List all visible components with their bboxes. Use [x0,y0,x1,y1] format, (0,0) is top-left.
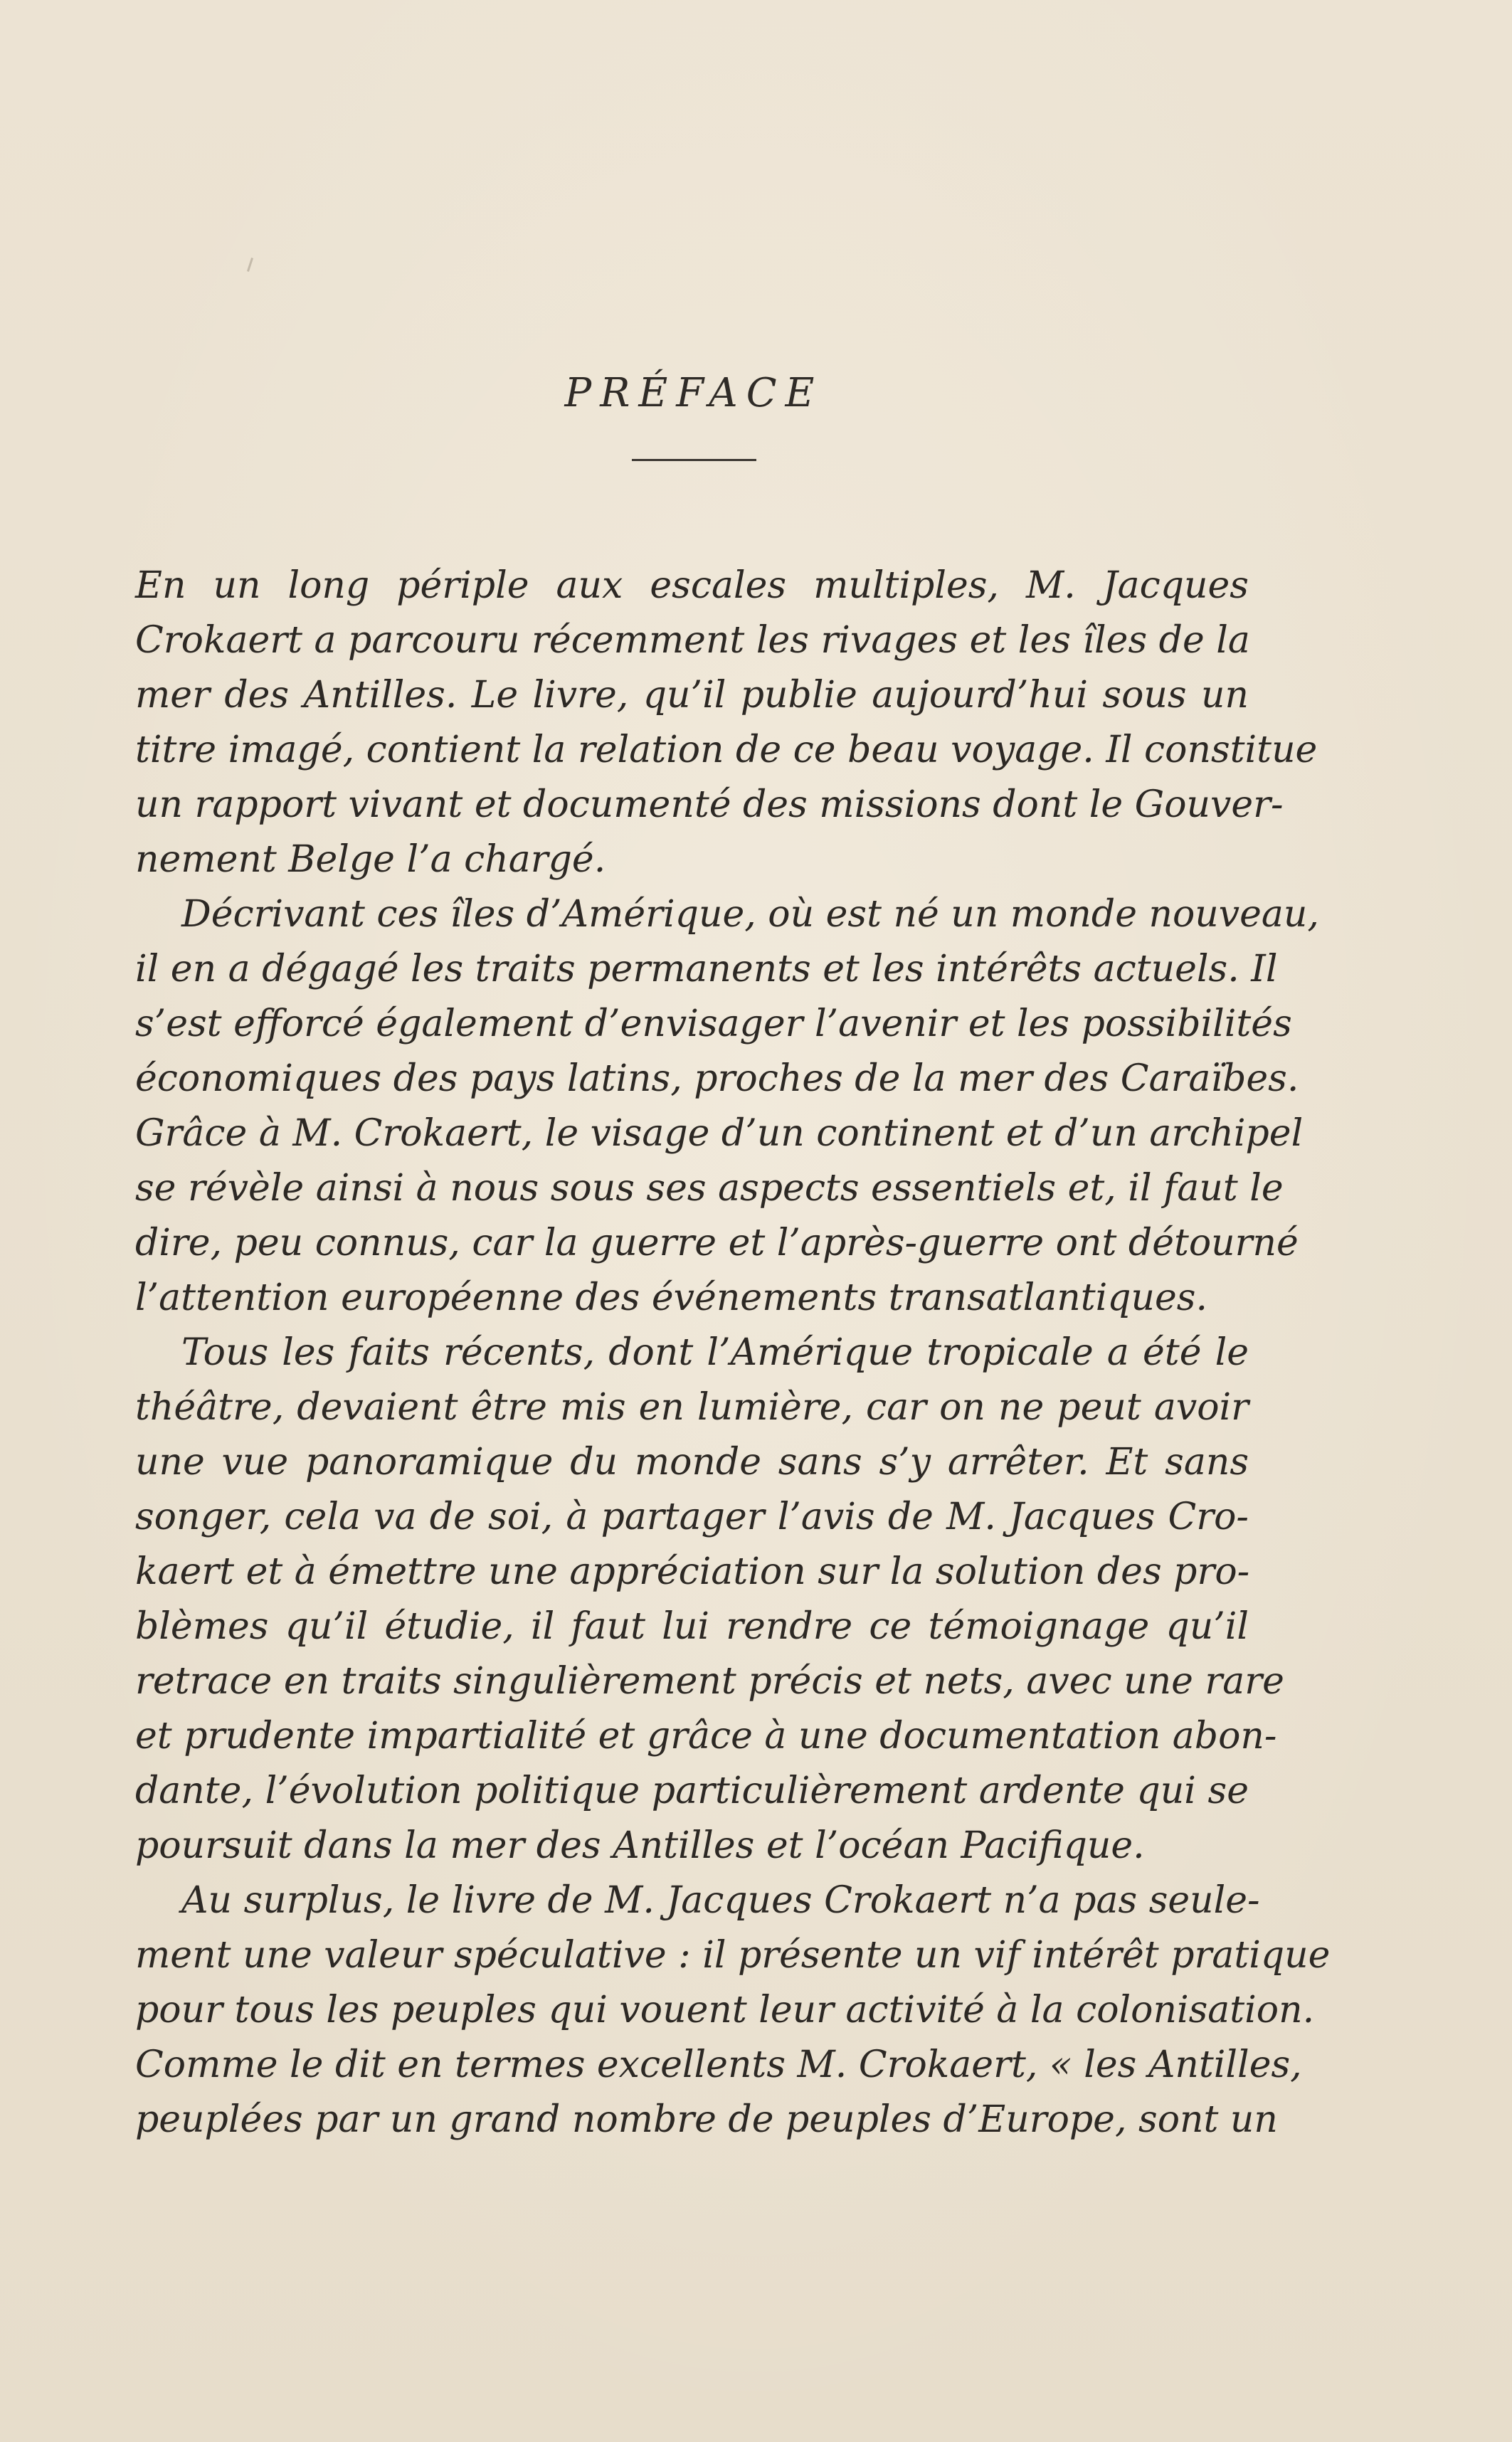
paragraph [135,887,1319,1326]
text-line: peuplées par un grand nombre de peuples d’Europe, sont un [135,2098,1278,2141]
text-line: songer, cela va de soi, à partager l’avis de M. Jacques Cro- [135,1496,1249,1538]
text-line: titre imagé, contient la relation de ce beau voyage. Il constitue [135,729,1318,771]
text-line: Comme le dit en termes excellents M. Crokaert, « les Antilles, [135,2044,1302,2086]
text-line: se révèle ainsi à nous sous ses aspects essentiels et, il faut le [135,1167,1284,1210]
text-line: blèmes qu’il étudie, il faut lui rendre ce témoignage qu’il [135,1605,1249,1648]
text-line: Décrivant ces îles d’Amérique, où est né un monde nouveau, [181,893,1319,936]
text-line: pour tous les peuples qui vouent leur activité à la colonisation. [135,1989,1315,2031]
paragraph [135,559,1318,887]
text-line: s’est efforcé également d’envisager l’avenir et les possibilités [135,1003,1292,1045]
text-line: dante, l’évolution politique particulièrement ardente qui se [135,1770,1249,1812]
text-line: nement Belge l’a chargé. [135,838,606,881]
text-line: Tous les faits récents, dont l’Amérique tropicale a été le [181,1331,1249,1374]
ink-speck [247,258,253,272]
text-line: économiques des pays latins, proches de la mer des Caraïbes. [135,1057,1299,1100]
text-line: poursuit dans la mer des Antilles et l’océan Pacifique. [135,1824,1145,1867]
paragraph [135,1873,1331,2147]
preface-body [135,559,1331,2147]
text-line: dire, peu connus, car la guerre et l’après-guerre ont détourné [135,1222,1299,1264]
text-line: retrace en traits singulièrement précis et nets, avec une rare [135,1660,1284,1703]
text-line: mer des Antilles. Le livre, qu’il publie aujourd’hui sous un [135,674,1249,717]
text-line: En un long périple aux escales multiples, M. Jacques [135,564,1249,607]
page-heading: PRÉFACE [564,370,823,416]
text-line: il en a dégagé les traits permanents et les intérêts actuels. Il [135,948,1278,990]
text-line: l’attention européenne des événements transatlantiques. [135,1276,1208,1319]
text-line: Grâce à M. Crokaert, le visage d’un continent et d’un archipel [135,1112,1304,1155]
text-line: une vue panoramique du monde sans s’y arrêter. Et sans [135,1441,1249,1484]
text-line: Crokaert a parcouru récemment les rivages et les îles de la [135,619,1250,662]
text-line: et prudente impartialité et grâce à une documentation abon- [135,1715,1277,1758]
text-line: Au surplus, le livre de M. Jacques Crokaert n’a pas seule- [181,1879,1260,1922]
text-line: kaert et à émettre une appréciation sur la solution des pro- [135,1550,1250,1593]
text-line: théâtre, devaient être mis en lumière, car on ne peut avoir [135,1386,1249,1429]
paragraph [135,1326,1284,1873]
text-line: un rapport vivant et documenté des missions dont le Gouver- [135,783,1284,826]
text-line: ment une valeur spéculative : il présente un vif intérêt pratique [135,1934,1331,1977]
heading-rule [632,459,756,461]
